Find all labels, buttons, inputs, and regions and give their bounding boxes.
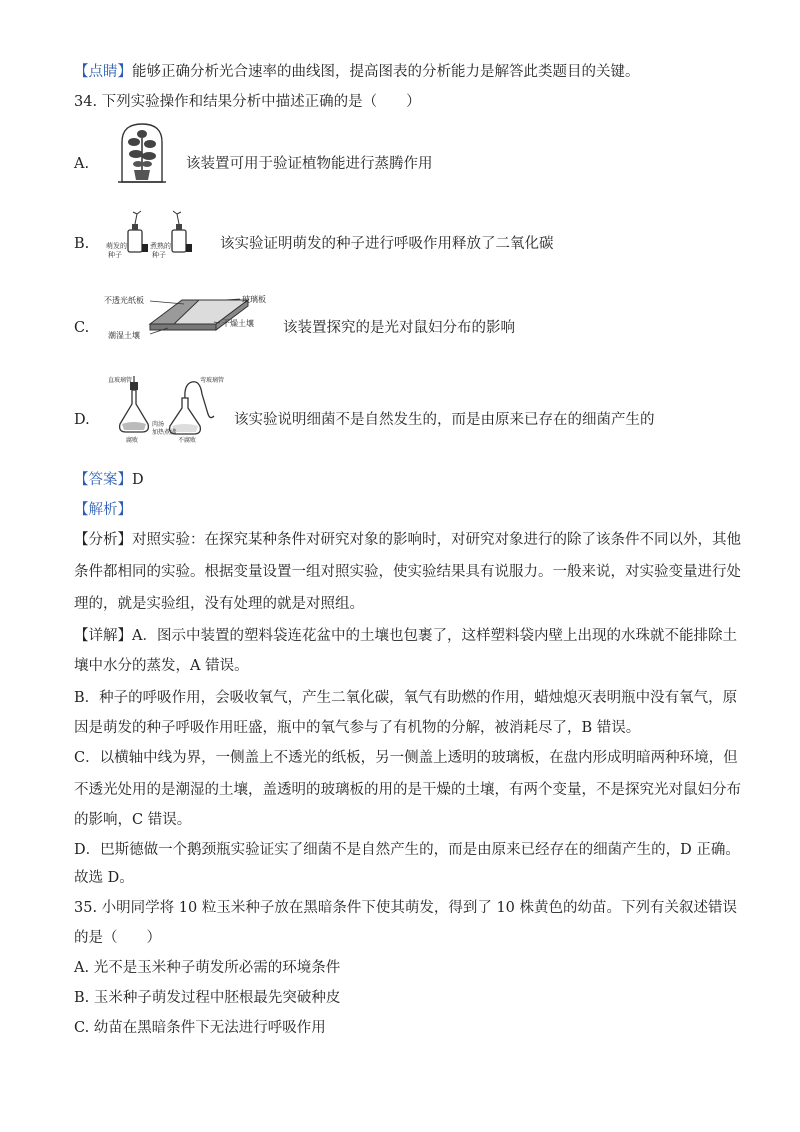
note-tag: 【点睛】 <box>74 64 132 80</box>
detail-line-8: D．巴斯德做一个鹅颈瓶实验证实了细菌不是自然产生的，而是由原来已经存在的细菌产生的，D 正确。 <box>74 842 740 858</box>
q35-option-c-label: C. <box>74 1020 90 1036</box>
top-note <box>74 62 640 82</box>
seed-label-cooked: 煮熟的 <box>150 242 171 250</box>
q34-option-b-label: B. <box>74 236 90 252</box>
label-curved-tube: 弯玻璃管 <box>200 377 225 384</box>
q35-option-a <box>74 958 340 978</box>
label-dry-soil: 干燥土壤 <box>222 319 254 328</box>
label-boiled: 加热煮沸 <box>152 429 177 436</box>
label-broth: 肉汤 <box>152 421 165 428</box>
seed-label-cooked-2: 种子 <box>152 251 166 259</box>
q34-option-b-text: 该实验证明萌发的种子进行呼吸作用释放了二氧化碳 <box>220 236 554 252</box>
detail-line-4: 因是萌发的种子呼吸作用旺盛，瓶中的氧气参与了有机物的分解，被消耗尽了，B 错误。 <box>74 720 641 736</box>
seed-jars-figure <box>104 210 214 270</box>
detail-text-1: A．图示中装置的塑料袋连花盆中的土壤也包裹了，这样塑料袋内壁上出现的水珠就不能排除土 <box>132 628 737 644</box>
detail-line-9: 故选 D。 <box>74 870 134 886</box>
analysis-line-1 <box>74 530 741 550</box>
seed-label-germinating: 萌发的 <box>106 242 127 250</box>
label-spoiled: 腐败 <box>126 437 139 444</box>
q35-option-b-label: B. <box>74 990 90 1006</box>
detail-line-1 <box>74 626 737 646</box>
q35-option-a-label: A. <box>74 960 90 976</box>
analysis-line-3: 理的，就是实验组，没有处理的就是对照组。 <box>74 596 364 612</box>
q34-option-d-label: D. <box>74 412 90 428</box>
q34-option-c-text: 该装置探究的是光对鼠妇分布的影响 <box>283 320 515 336</box>
q35-option-c <box>74 1018 326 1038</box>
detail-line-2: 壤中水分的蒸发，A 错误。 <box>74 658 249 674</box>
answer-value: D <box>132 472 144 488</box>
detail-line-5: C．以横轴中线为界，一侧盖上不透光的纸板，另一侧盖上透明的玻璃板，在盘内形成明暗两种环境，但 <box>74 750 738 766</box>
note-text: 能够正确分析光合速率的曲线图，提高图表的分析能力是解答此类题目的关键。 <box>132 64 640 80</box>
q35-stem-line-2: 的是（ ） <box>74 930 161 946</box>
label-straight-tube: 直玻璃管 <box>108 377 133 384</box>
q35-option-c-text: 幼苗在黑暗条件下无法进行呼吸作用 <box>93 1020 326 1036</box>
q34-stem: 34. 下列实验操作和结果分析中描述正确的是（ ） <box>74 94 421 110</box>
detail-line-3: B．种子的呼吸作用，会吸收氧气，产生二氧化碳，氧气有助燃的作用，蜡烛熄灭表明瓶中没有氧气，原 <box>74 690 738 706</box>
q35-option-a-text: 光不是玉米种子萌发所必需的环境条件 <box>93 960 341 976</box>
q35-stem-line-1: 35. 小明同学将 10 粒玉米种子放在黑暗条件下使其萌发，得到了 10 株黄色的幼苗。下列有关叙述错误 <box>74 900 738 916</box>
detail-line-7: 的影响，C 错误。 <box>74 812 192 828</box>
q34-option-d-text: 该实验说明细菌不是自然发生的，而是由原来已存在的细菌产生的 <box>234 412 655 428</box>
plant-bell-jar-figure <box>114 120 170 190</box>
analysis-tag: 【解析】 <box>74 502 132 518</box>
pillbug-tray-figure <box>104 292 270 350</box>
analysis-subtag: 【分析】 <box>74 532 132 548</box>
analysis-line-2: 条件都相同的实验。根据变量设置一组对照实验，使实验结果具有说服力。一般来说，对实验变量进行处 <box>74 564 741 580</box>
detail-subtag: 【详解】 <box>74 628 132 644</box>
q34-option-a-text: 该装置可用于验证植物能进行蒸腾作用 <box>186 156 433 172</box>
q35-option-b-text: 玉米种子萌发过程中胚根最先突破种皮 <box>93 990 341 1006</box>
detail-line-6: 不透光处用的是潮湿的土壤，盖透明的玻璃板的用的是干燥的土壤，有两个变量，不是探究光对鼠妇分布 <box>74 782 741 798</box>
q34-option-c-label: C. <box>74 320 90 336</box>
label-wet-soil: 潮湿土壤 <box>108 331 140 340</box>
label-glass-plate: 玻璃板 <box>242 295 266 304</box>
label-not-spoiled: 不腐败 <box>178 437 197 444</box>
q34-option-a-label: A. <box>74 156 90 172</box>
q35-option-b <box>74 988 340 1008</box>
label-opaque-board: 不透光纸板 <box>104 296 144 305</box>
seed-label-germinating-2: 种子 <box>108 251 122 259</box>
analysis-text-1: 对照实验：在探究某种条件对研究对象的影响时，对研究对象进行的除了该条件不同以外，其他 <box>132 532 741 548</box>
q34-answer <box>74 470 144 490</box>
answer-tag: 【答案】 <box>74 472 132 488</box>
swan-neck-flask-figure <box>108 374 226 448</box>
